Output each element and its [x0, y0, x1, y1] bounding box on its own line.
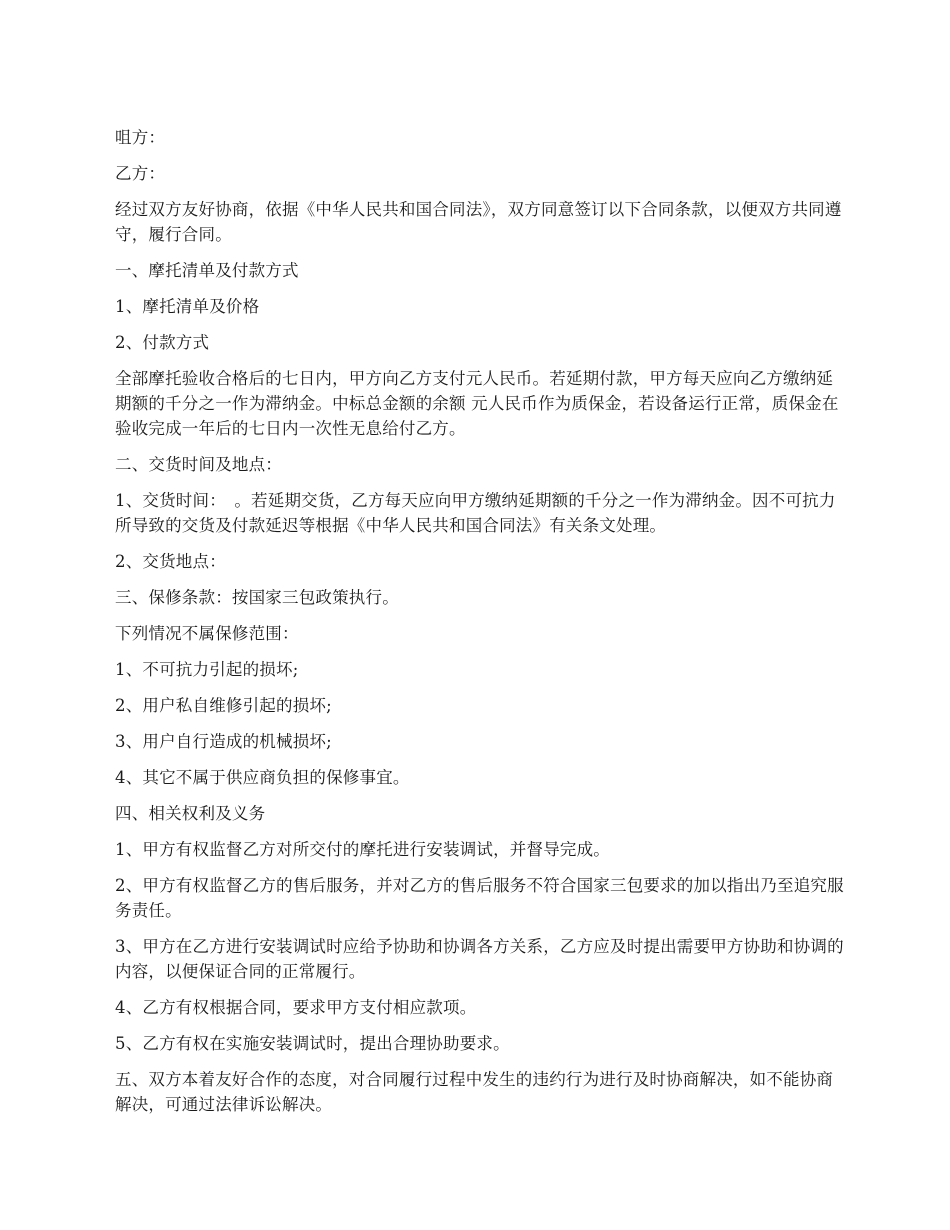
clause-2-2: 2、交货地点：	[115, 552, 226, 571]
clause-4-4: 4、乙方有权根据合同，要求甲方支付相应款项。	[115, 998, 477, 1017]
warranty-exclusions-intro: 下列情况不属保修范围：	[115, 624, 299, 643]
section-heading-1: 一、摩托清单及付款方式	[115, 261, 299, 280]
clause-1-2: 2、付款方式	[115, 333, 210, 352]
clause-1-1: 1、摩托清单及价格	[115, 297, 260, 316]
clause-4-1: 1、甲方有权监督乙方对所交付的摩托进行安装调试，并督导完成。	[115, 840, 610, 859]
document-page	[115, 125, 845, 1128]
exclusion-item-1: 1、不可抗力引起的损坏;	[115, 660, 299, 679]
section-5-paragraph: 五、双方本着友好合作的态度，对合同履行过程中发生的违约行为进行及时协商解决，如不能协商解决，可通过法律诉讼解决。	[115, 1070, 834, 1114]
preamble-paragraph: 经过双方友好协商，依据《中华人民共和国合同法》，双方同意签订以下合同条款，以便双方共同遵守，履行合同。	[115, 200, 842, 244]
party-b-line: 乙方：	[115, 164, 166, 183]
party-a-line: 咀方：	[115, 128, 166, 147]
clause-2-1: 1、交货时间： 。若延期交货，乙方每天应向甲方缴纳延期额的千分之一作为滞纳金。因不可抗力所导致的交货及付款延迟等根据《中华人民共和国合同法》有关条文处理。	[115, 491, 836, 535]
section-heading-3: 三、保修条款：按国家三包政策执行。	[115, 588, 399, 607]
exclusion-item-3: 3、用户自行造成的机械损坏;	[115, 732, 332, 751]
clause-4-2: 2、甲方有权监督乙方的售后服务，并对乙方的售后服务不符合国家三包要求的加以指出乃至追究服务责任。	[115, 876, 844, 920]
payment-terms-paragraph: 全部摩托验收合格后的七日内，甲方向乙方支付元人民币。若延期付款，甲方每天应向乙方缴纳延期额的千分之一作为滞纳金。中标总金额的余额 元人民币作为质保金，若设备运行正常，质保金在验收完成一年后的七日内一次性无息给付乙方。	[115, 369, 839, 438]
section-heading-4: 四、相关权利及义务	[115, 804, 266, 823]
clause-4-3: 3、甲方在乙方进行安装调试时应给予协助和协调各方关系，乙方应及时提出需要甲方协助和协调的内容，以便保证合同的正常履行。	[115, 937, 844, 981]
section-heading-2: 二、交货时间及地点：	[115, 455, 282, 474]
exclusion-item-4: 4、其它不属于供应商负担的保修事宜。	[115, 768, 410, 787]
clause-4-5: 5、乙方有权在实施安装调试时，提出合理协助要求。	[115, 1034, 510, 1053]
exclusion-item-2: 2、用户私自维修引起的损坏;	[115, 696, 332, 715]
